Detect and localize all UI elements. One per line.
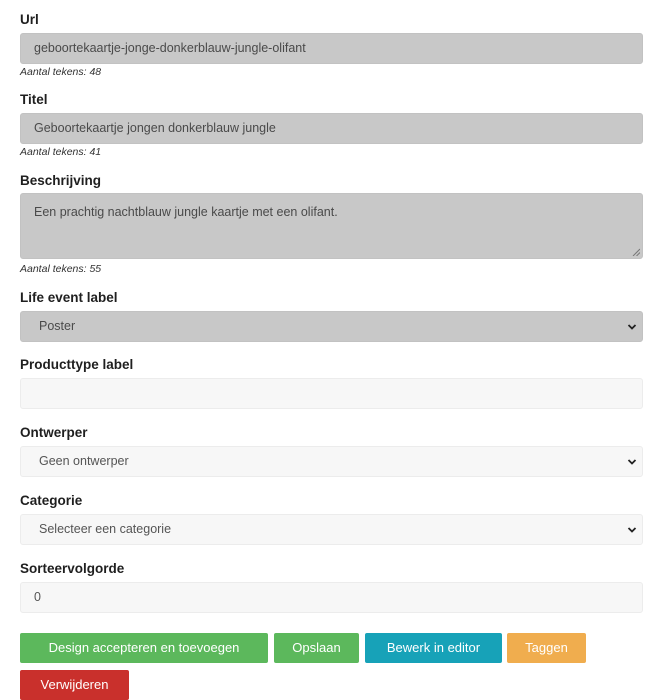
sorteervolgorde-label: Sorteervolgorde	[20, 561, 125, 576]
tag-button[interactable]: Taggen	[507, 633, 586, 663]
url-field[interactable]: geboortekaartje-jonge-donkerblauw-jungle-olifant	[20, 33, 643, 64]
chevron-down-icon	[627, 322, 637, 332]
beschrijving-label: Beschrijving	[20, 173, 102, 188]
url-label: Url	[20, 12, 39, 27]
titel-char-count: Aantal tekens: 41	[20, 146, 102, 158]
sorteervolgorde-field[interactable]: 0	[20, 582, 643, 613]
producttype-label: Producttype label	[20, 357, 134, 372]
beschrijving-text: Een prachtig nachtblauw jungle kaartje met een olifant.	[34, 205, 338, 219]
chevron-down-icon	[627, 457, 637, 467]
life-event-label: Life event label	[20, 290, 118, 305]
life-event-select[interactable]	[20, 311, 643, 342]
resize-grip-icon[interactable]	[632, 248, 640, 256]
delete-button[interactable]: Verwijderen	[20, 670, 129, 700]
beschrijving-textarea[interactable]	[20, 193, 643, 259]
url-char-count: Aantal tekens: 48	[20, 66, 102, 78]
ontwerper-selected-value: Geen ontwerper	[39, 454, 129, 468]
titel-field[interactable]: Geboortekaartje jongen donkerblauw jungle	[20, 113, 643, 144]
save-button[interactable]: Opslaan	[274, 633, 359, 663]
beschrijving-char-count: Aantal tekens: 55	[20, 263, 102, 275]
chevron-down-icon	[627, 525, 637, 535]
producttype-field[interactable]	[20, 378, 643, 409]
categorie-select[interactable]	[20, 514, 643, 545]
titel-label: Titel	[20, 92, 48, 107]
life-event-selected-value: Poster	[39, 319, 76, 333]
categorie-selected-value: Selecteer een categorie	[39, 522, 172, 536]
categorie-label: Categorie	[20, 493, 83, 508]
edit-in-editor-button[interactable]: Bewerk in editor	[365, 633, 502, 663]
ontwerper-label: Ontwerper	[20, 425, 88, 440]
accept-design-button[interactable]: Design accepteren en toevoegen	[20, 633, 268, 663]
ontwerper-select[interactable]	[20, 446, 643, 477]
